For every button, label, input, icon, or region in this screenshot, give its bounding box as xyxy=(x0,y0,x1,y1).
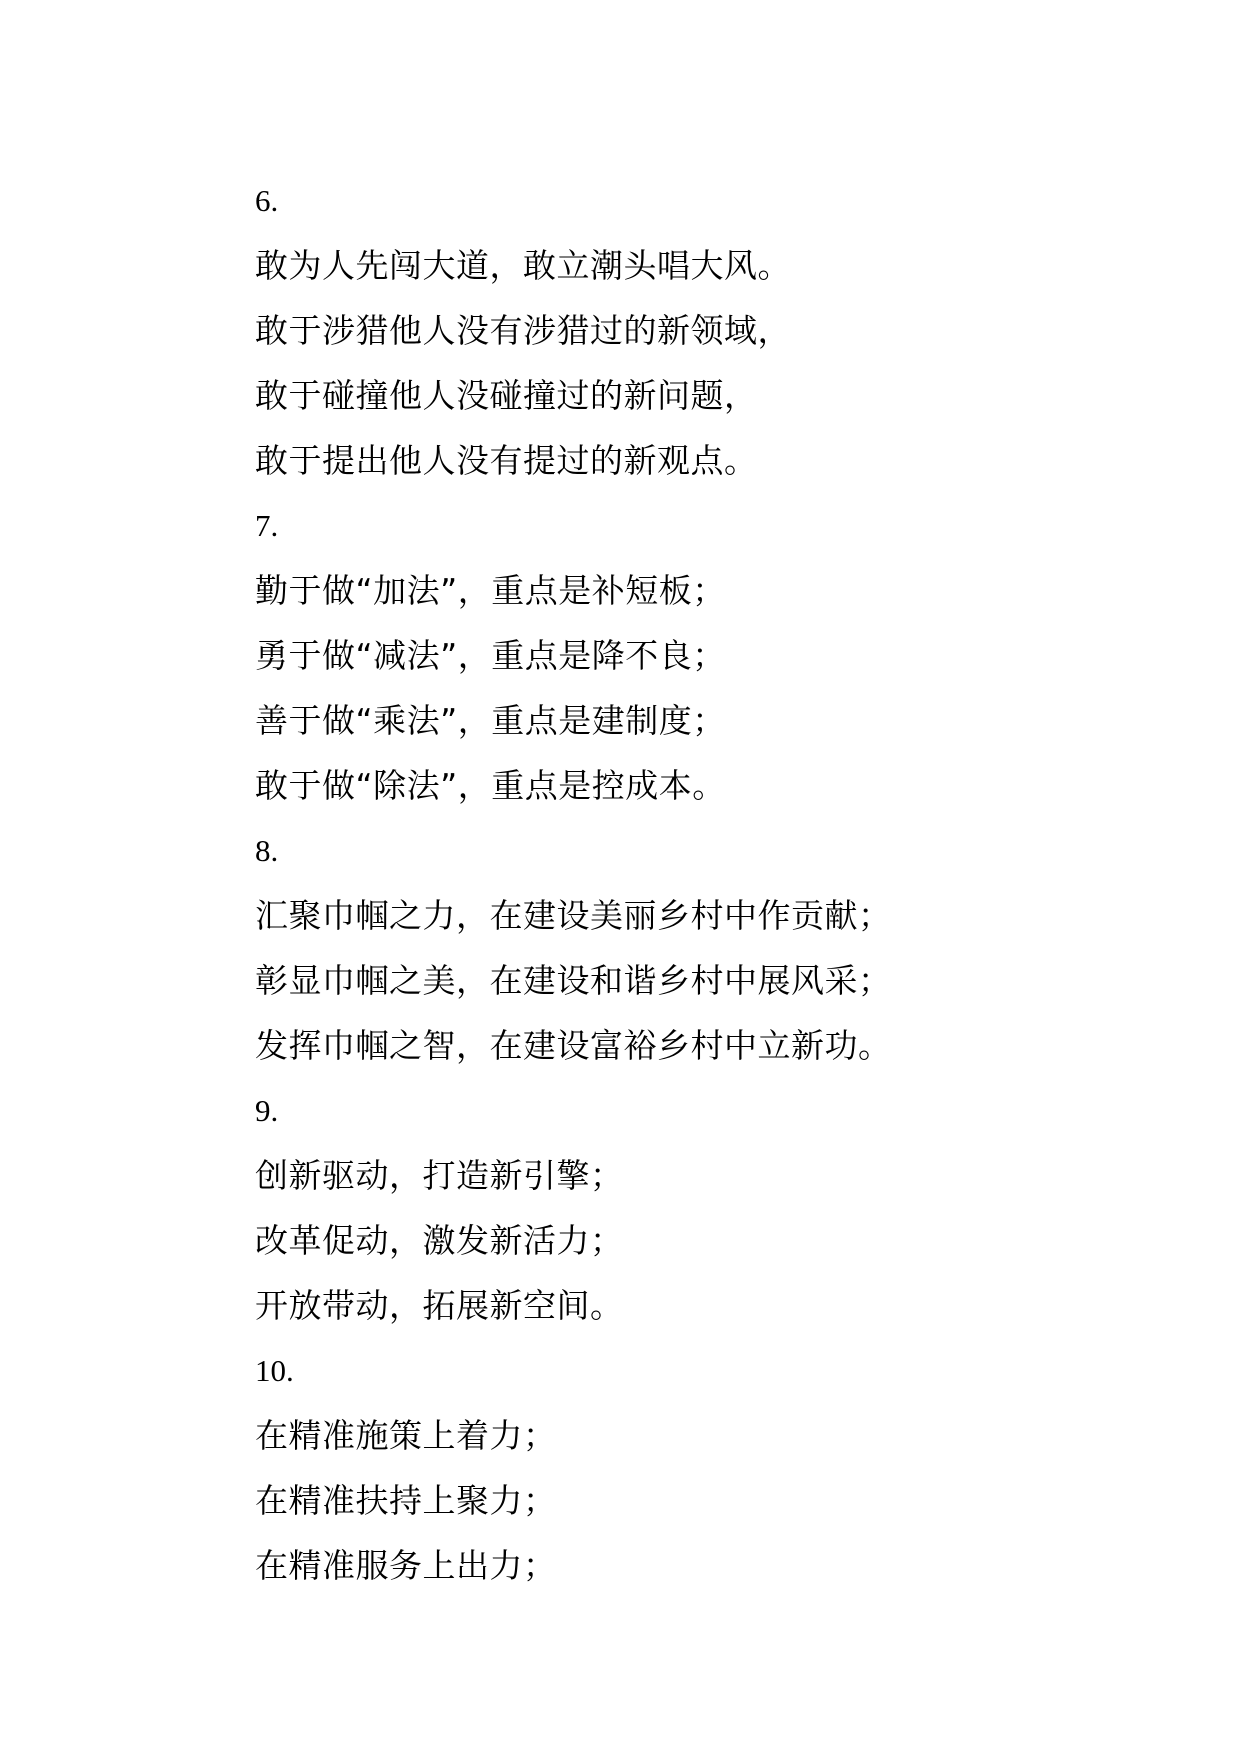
section-number: 9. xyxy=(255,1093,279,1128)
text-line: 敢于碰撞他人没碰撞过的新问题， xyxy=(255,376,758,415)
text-line: 在精准扶持上聚力； xyxy=(255,1481,557,1520)
section-number: 8. xyxy=(255,833,279,868)
text-line: 勤于做“加法”，重点是补短板； xyxy=(255,571,726,610)
text-line: 敢于涉猎他人没有涉猎过的新领域， xyxy=(255,311,791,350)
document-body xyxy=(255,168,1155,1598)
section-number: 7. xyxy=(255,508,279,543)
text-line: 勇于做“减法”，重点是降不良； xyxy=(255,636,726,675)
text-line: 善于做“乘法”，重点是建制度； xyxy=(255,701,726,740)
text-line: 敢于提出他人没有提过的新观点。 xyxy=(255,441,758,480)
section-number: 6. xyxy=(255,183,279,218)
section-number: 10. xyxy=(255,1353,294,1388)
text-line: 彰显巾帼之美，在建设和谐乡村中展风采； xyxy=(255,961,892,1000)
text-line: 在精准服务上出力； xyxy=(255,1546,557,1585)
text-line: 敢于做“除法”，重点是控成本。 xyxy=(255,766,726,805)
text-line: 在精准施策上着力； xyxy=(255,1416,557,1455)
text-line: 改革促动，激发新活力； xyxy=(255,1221,624,1260)
text-line: 发挥巾帼之智，在建设富裕乡村中立新功。 xyxy=(255,1026,892,1065)
text-line: 创新驱动，打造新引擎； xyxy=(255,1156,624,1195)
text-line: 开放带动，拓展新空间。 xyxy=(255,1286,624,1325)
text-line: 汇聚巾帼之力，在建设美丽乡村中作贡献； xyxy=(255,896,892,935)
text-line: 敢为人先闯大道，敢立潮头唱大风。 xyxy=(255,246,791,285)
